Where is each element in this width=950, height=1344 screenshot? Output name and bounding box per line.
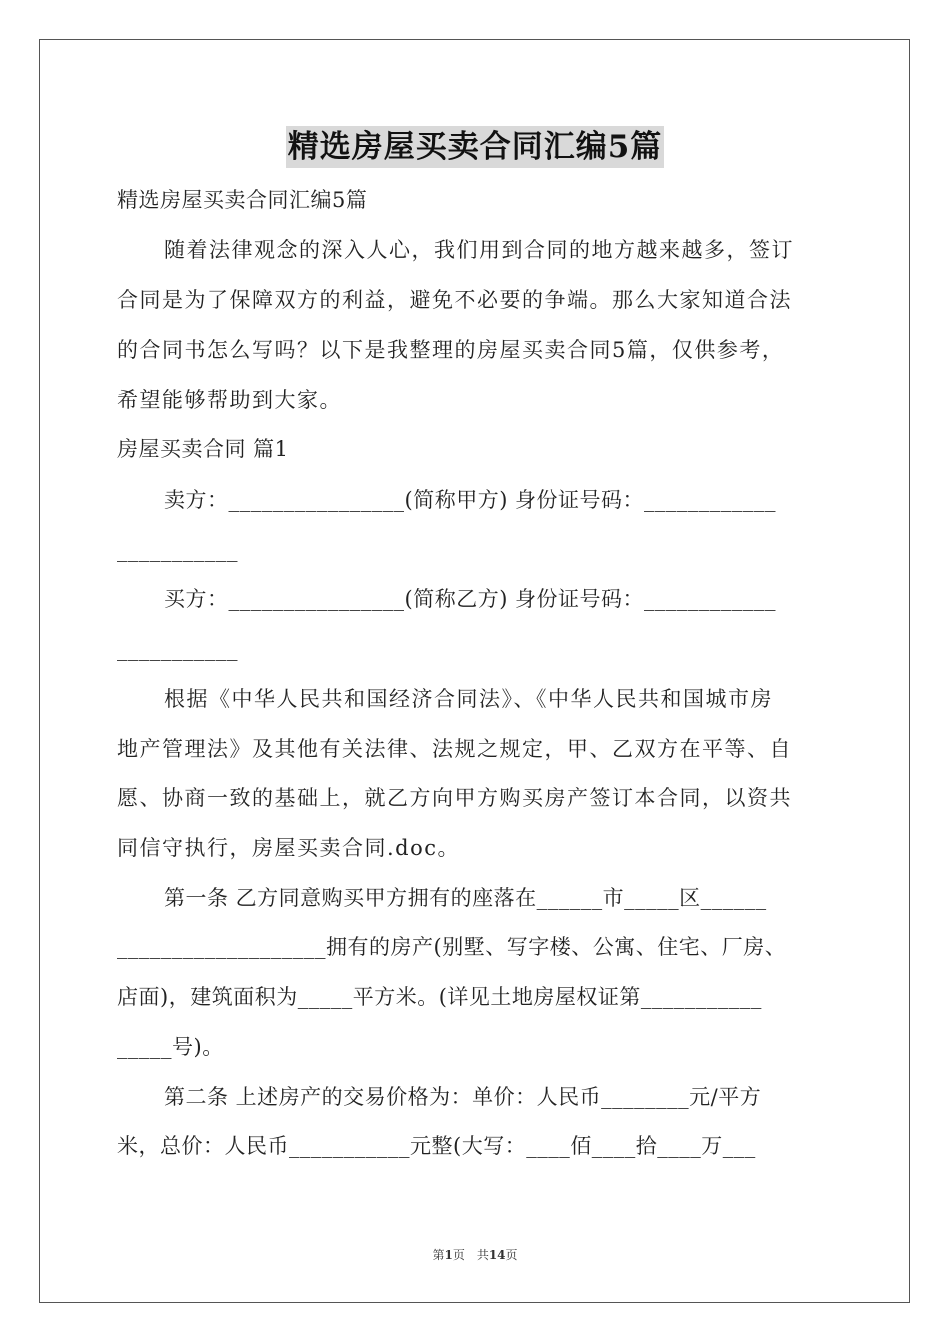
subtitle-line: 精选房屋买卖合同汇编5篇 bbox=[117, 188, 368, 212]
article-one-line: 店面)，建筑面积为_____平方米。(详见土地房屋权证第___________ bbox=[117, 985, 762, 1009]
footer-mid: 页 共 bbox=[452, 1248, 489, 1262]
footer-prefix: 第 bbox=[432, 1248, 445, 1262]
article-two-line: 第二条 上述房产的交易价格为：单价：人民币________元/平方 bbox=[164, 1085, 762, 1109]
section-heading: 房屋买卖合同 篇1 bbox=[117, 437, 289, 461]
seller-line-cont: ___________ bbox=[117, 538, 238, 562]
footer-suffix: 页 bbox=[505, 1248, 518, 1262]
paragraph-line: 愿、协商一致的基础上，就乙方向甲方购买房产签订本合同，以资共 bbox=[117, 786, 792, 810]
document-title: 精选房屋买卖合同汇编5篇 bbox=[286, 126, 665, 168]
paragraph-line: 希望能够帮助到大家。 bbox=[117, 388, 342, 412]
paragraph-line: 根据《中华人民共和国经济合同法》、《中华人民共和国城市房 bbox=[164, 687, 773, 711]
article-one-line: _____号)。 bbox=[117, 1035, 224, 1059]
current-page-number: 1 bbox=[444, 1248, 453, 1262]
paragraph-line: 地产管理法》及其他有关法律、法规之规定，甲、乙双方在平等、自 bbox=[117, 737, 792, 761]
buyer-line-cont: ___________ bbox=[117, 637, 238, 661]
total-page-number: 14 bbox=[488, 1248, 506, 1262]
title-container bbox=[0, 126, 950, 168]
article-one-line: 第一条 乙方同意购买甲方拥有的座落在______市_____区______ bbox=[164, 886, 767, 910]
seller-line: 卖方：________________(简称甲方) 身份证号码：____________ bbox=[164, 488, 777, 512]
page-border bbox=[39, 39, 910, 1303]
buyer-line: 买方：________________(简称乙方) 身份证号码：____________ bbox=[164, 587, 777, 611]
paragraph-line: 同信守执行，房屋买卖合同.doc。 bbox=[117, 836, 461, 860]
article-two-line: 米，总价：人民币___________元整(大写：____佰____拾____万___ bbox=[117, 1134, 756, 1158]
article-one-line: ___________________拥有的房产(别墅、写字楼、公寓、住宅、厂房、 bbox=[117, 935, 787, 959]
paragraph-line: 随着法律观念的深入人心，我们用到合同的地方越来越多，签订 bbox=[164, 238, 794, 262]
paragraph-line: 合同是为了保障双方的利益，避免不必要的争端。那么大家知道合法 bbox=[117, 288, 792, 312]
paragraph-line: 的合同书怎么写吗？以下是我整理的房屋买卖合同5篇，仅供参考， bbox=[117, 338, 785, 362]
page-footer bbox=[0, 1246, 950, 1263]
